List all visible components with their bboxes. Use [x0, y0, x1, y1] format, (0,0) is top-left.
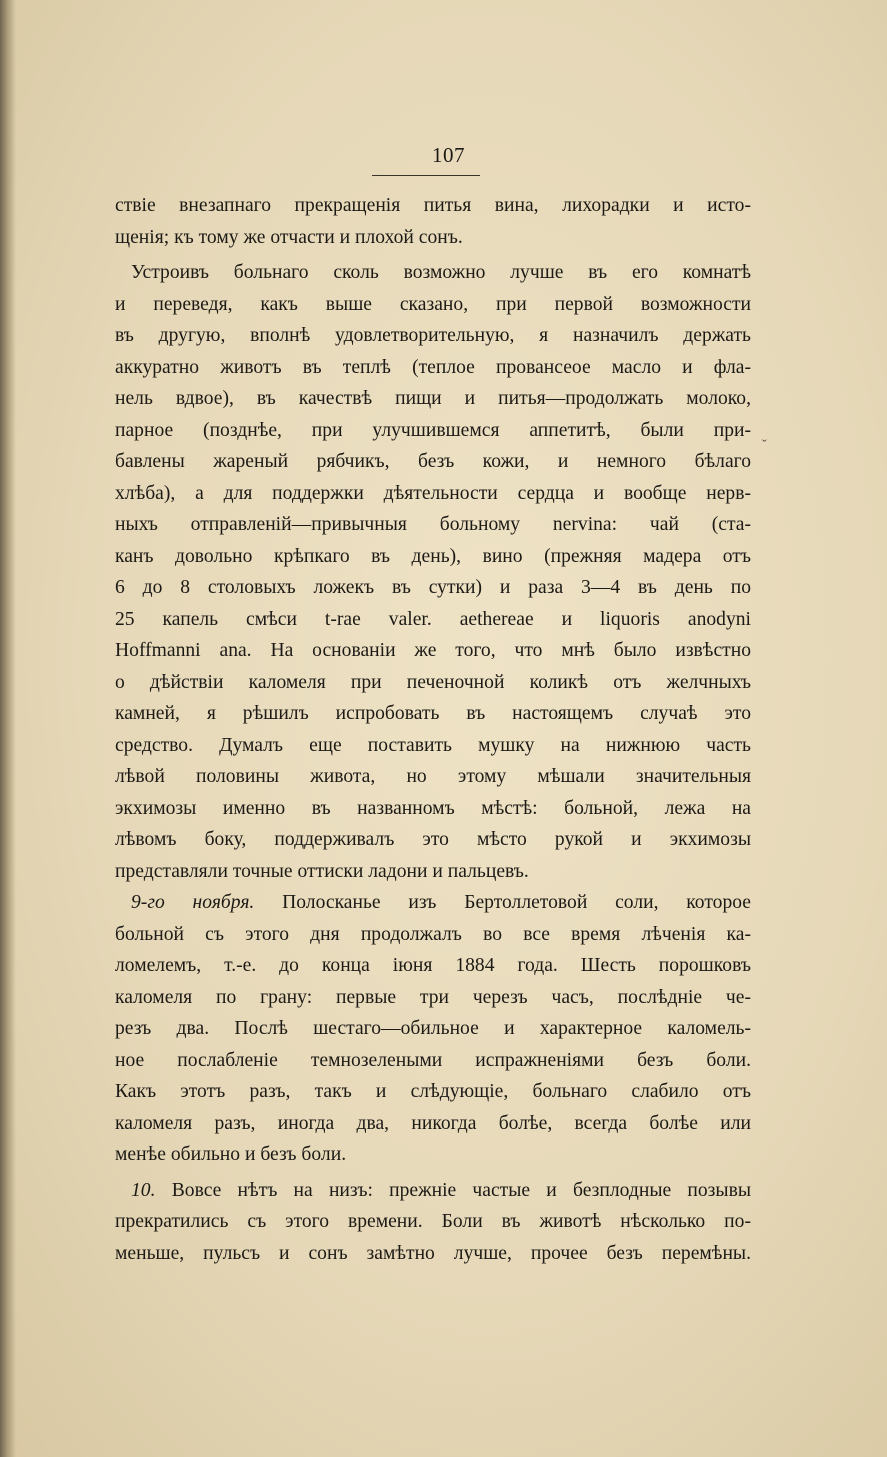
text-line: ствіе внезапнаго прекращенія питья вина, лихорадки и исто-	[115, 195, 751, 216]
text-line	[115, 1175, 751, 1207]
date-heading: 10.	[131, 1179, 156, 1201]
text-line: Hoffmanni ana. На основаніи же того, что мнѣ было извѣстно	[115, 640, 751, 661]
text-line: лѣвой половины живота, но этому мѣшали значительныя	[115, 766, 751, 787]
page-header	[0, 143, 887, 168]
text-line: представляли точные оттиски ладони и пальцевъ.	[115, 860, 529, 882]
text-line: щенія; къ тому же отчасти и плохой сонъ.	[115, 226, 463, 248]
text-line: въ другую, вполнѣ удовлетворительную, я назначилъ держать	[115, 325, 751, 346]
text-line: экхимозы именно въ названномъ мѣстѣ: больной, лежа на	[115, 797, 751, 819]
text-line: ныхъ отправленій—привычныя больному nervina: чай (ста-	[115, 514, 751, 535]
text-line: 6 до 8 столовыхъ ложекъ въ сутки) и раза 3—4 въ день по	[115, 577, 751, 598]
text-line: каломеля разъ, иногда два, никогда болѣе, всегда болѣе или	[115, 1112, 751, 1134]
text-line: ное послабленіе темнозелеными испражненіями безъ боли.	[115, 1049, 751, 1071]
date-heading: 9-го ноября.	[131, 892, 255, 913]
text-line: ломелемъ, т.-е. до конца іюня 1884 года. Шесть порошковъ	[115, 955, 751, 976]
text-run: Вовсе нѣтъ на низъ: прежніе частые и безплодные позывы	[155, 1179, 751, 1201]
spine-shadow	[0, 0, 16, 1457]
text-line: аккуратно животъ въ теплѣ (теплое провансеое масло и фла-	[115, 356, 751, 378]
margin-mark: ˇ	[762, 438, 767, 453]
paragraph-nov-9	[115, 887, 751, 1171]
page-number: 107	[432, 143, 465, 167]
text-line: прекратились съ этого времени. Боли въ животѣ нѣсколько по-	[115, 1211, 751, 1232]
text-line: парное (позднѣе, при улучшившемся аппетитѣ, были при-	[115, 419, 751, 441]
body-text	[115, 190, 751, 1269]
text-line	[115, 887, 751, 919]
text-line: о дѣйствіи каломеля при печеночной коликѣ отъ желчныхъ	[115, 671, 751, 693]
text-line: хлѣба), а для поддержки дѣятельности сердца и вообще нерв-	[115, 482, 751, 504]
text-line: 25 капель смѣси t-rae valer. aethereae и liquoris anodyni	[115, 608, 751, 630]
text-line: Какъ этотъ разъ, такъ и слѣдующіе, больнаго слабило отъ	[115, 1081, 751, 1102]
text-line: Устроивъ больнаго сколь возможно лучше въ его комнатѣ	[131, 262, 751, 283]
header-rule	[372, 175, 480, 176]
paragraph-day-10	[115, 1175, 751, 1270]
text-line: лѣвомъ боку, поддерживалъ это мѣсто рукой и экхимозы	[115, 829, 751, 850]
text-line: каломеля по грану: первые три черезъ часъ, послѣдніе че-	[115, 986, 751, 1008]
text-line: менѣе обильно и безъ боли.	[115, 1144, 347, 1165]
text-line: средство. Думалъ еще поставить мушку на нижнюю часть	[115, 734, 751, 756]
text-line: резъ два. Послѣ шестаго—обильное и характерное каломель-	[115, 1018, 751, 1039]
text-line: нель вдвое), въ качествѣ пищи и питья—продолжать молоко,	[115, 388, 751, 409]
paragraph-continuation	[115, 190, 751, 253]
text-run: Полосканье изъ Бертоллетовой соли, которое	[254, 892, 751, 913]
text-line: камней, я рѣшилъ испробовать въ настоящемъ случаѣ это	[115, 703, 751, 724]
paragraph-treatment	[115, 257, 751, 887]
text-line: бавлены жареный рябчикъ, безъ кожи, и немного бѣлаго	[115, 451, 751, 472]
text-line: больной съ этого дня продолжалъ во все время лѣченія ка-	[115, 923, 751, 945]
text-line: канъ довольно крѣпкаго въ день), вино (прежняя мадера отъ	[115, 545, 751, 567]
text-line: меньше, пульсъ и сонъ замѣтно лучше, прочее безъ перемѣны.	[115, 1242, 751, 1264]
text-line: и переведя, какъ выше сказано, при первой возможности	[115, 293, 751, 315]
